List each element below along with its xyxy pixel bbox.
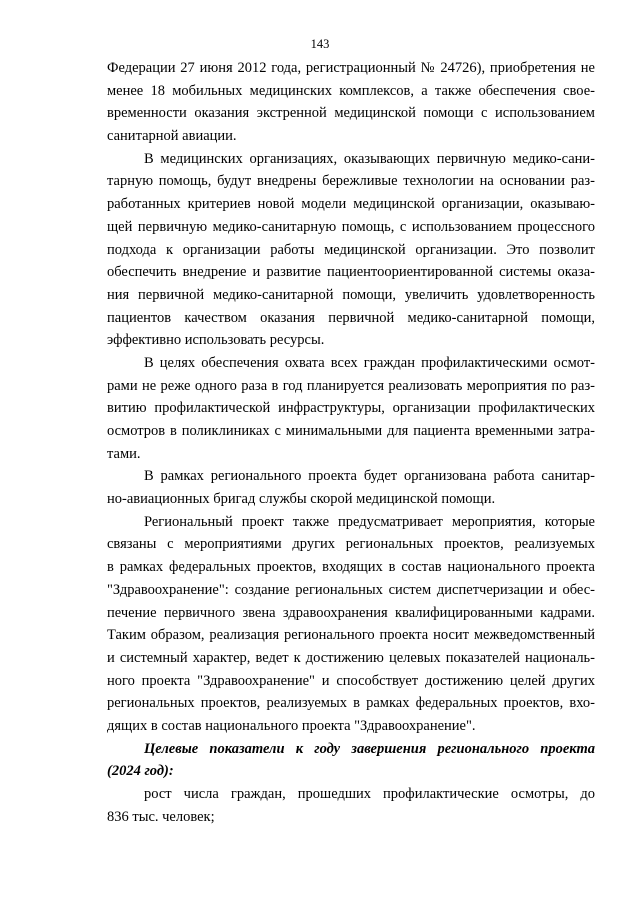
- document-body: [107, 57, 595, 828]
- text-line: печение первичного звена здравоохранения квалифицированными кадрами.: [107, 604, 595, 621]
- text-line: витию профилактической инфраструктуры, организации профилактических: [107, 400, 595, 417]
- text-line: подхода к организации работы медицинской организации. Это позволит: [107, 241, 595, 258]
- text-line: пациентов качеством оказания первичной медико-санитарной помощи,: [107, 309, 595, 326]
- text-line: в рамках федеральных проектов, входящих в состав национального проекта: [107, 559, 595, 576]
- text-line: щей первичную медико-санитарную помощь, с использованием процессного: [107, 218, 595, 235]
- section-heading-line: (2024 год):: [107, 763, 174, 780]
- text-line: связаны с мероприятиями других региональных проектов, реализуемых: [107, 536, 595, 553]
- text-line: санитарной авиации.: [107, 128, 237, 145]
- text-line: рост числа граждан, прошедших профилактические осмотры, до: [144, 786, 595, 802]
- text-line: Таким образом, реализация регионального проекта носит межведомственный: [107, 627, 595, 644]
- text-line: Федерации 27 июня 2012 года, регистрационный № 24726), приобретения не: [107, 60, 595, 76]
- text-line: но-авиационных бригад службы скорой медицинской помощи.: [107, 491, 496, 508]
- text-line: эффективно использовать ресурсы.: [107, 332, 325, 349]
- text-line: ного проекта "Здравоохранение" и способствует достижению целей других: [107, 672, 595, 689]
- text-line: 836 тыс. человек;: [107, 808, 215, 825]
- text-line: и системный характер, ведет к достижению целевых показателей националь-: [107, 649, 595, 666]
- text-line: тами.: [107, 445, 141, 462]
- text-line: В медицинских организациях, оказывающих первичную медико-сани-: [144, 150, 595, 167]
- text-line: работанных критериев новой модели медицинской организации, оказываю-: [107, 196, 595, 213]
- text-line: менее 18 мобильных медицинских комплексов, а также обеспечения свое-: [107, 82, 595, 99]
- text-line: региональных проектов, реализуемых в рамках федеральных проектов, вхо-: [107, 695, 595, 712]
- text-line: рами не реже одного раза в год планируется реализовать мероприятия по раз-: [107, 377, 595, 394]
- text-line: дящих в состав национального проекта "Здравоохранение".: [107, 717, 476, 734]
- text-line: тарную помощь, будут внедрены бережливые технологии на основании раз-: [107, 173, 595, 190]
- text-line: осмотров в поликлиниках с минимальными для пациента временными затра-: [107, 423, 595, 439]
- text-line: Региональный проект также предусматривает мероприятия, которые: [144, 513, 595, 530]
- text-line: В рамках регионального проекта будет организована работа санитар-: [144, 468, 595, 485]
- text-line: обеспечить внедрение и развитие пациентоориентированной системы оказа-: [107, 264, 595, 281]
- text-line: В целях обеспечения охвата всех граждан профилактическими осмот-: [144, 354, 595, 371]
- page-number: 143: [310, 37, 330, 51]
- text-line: временности оказания экстренной медицинской помощи с использованием: [107, 105, 595, 122]
- text-line: ния первичной медико-санитарной помощи, увеличить удовлетворенность: [107, 286, 595, 303]
- text-line: "Здравоохранение": создание региональных систем диспетчеризации и обес-: [107, 581, 595, 598]
- section-heading-line: Целевые показатели к году завершения регионального проекта: [144, 740, 595, 757]
